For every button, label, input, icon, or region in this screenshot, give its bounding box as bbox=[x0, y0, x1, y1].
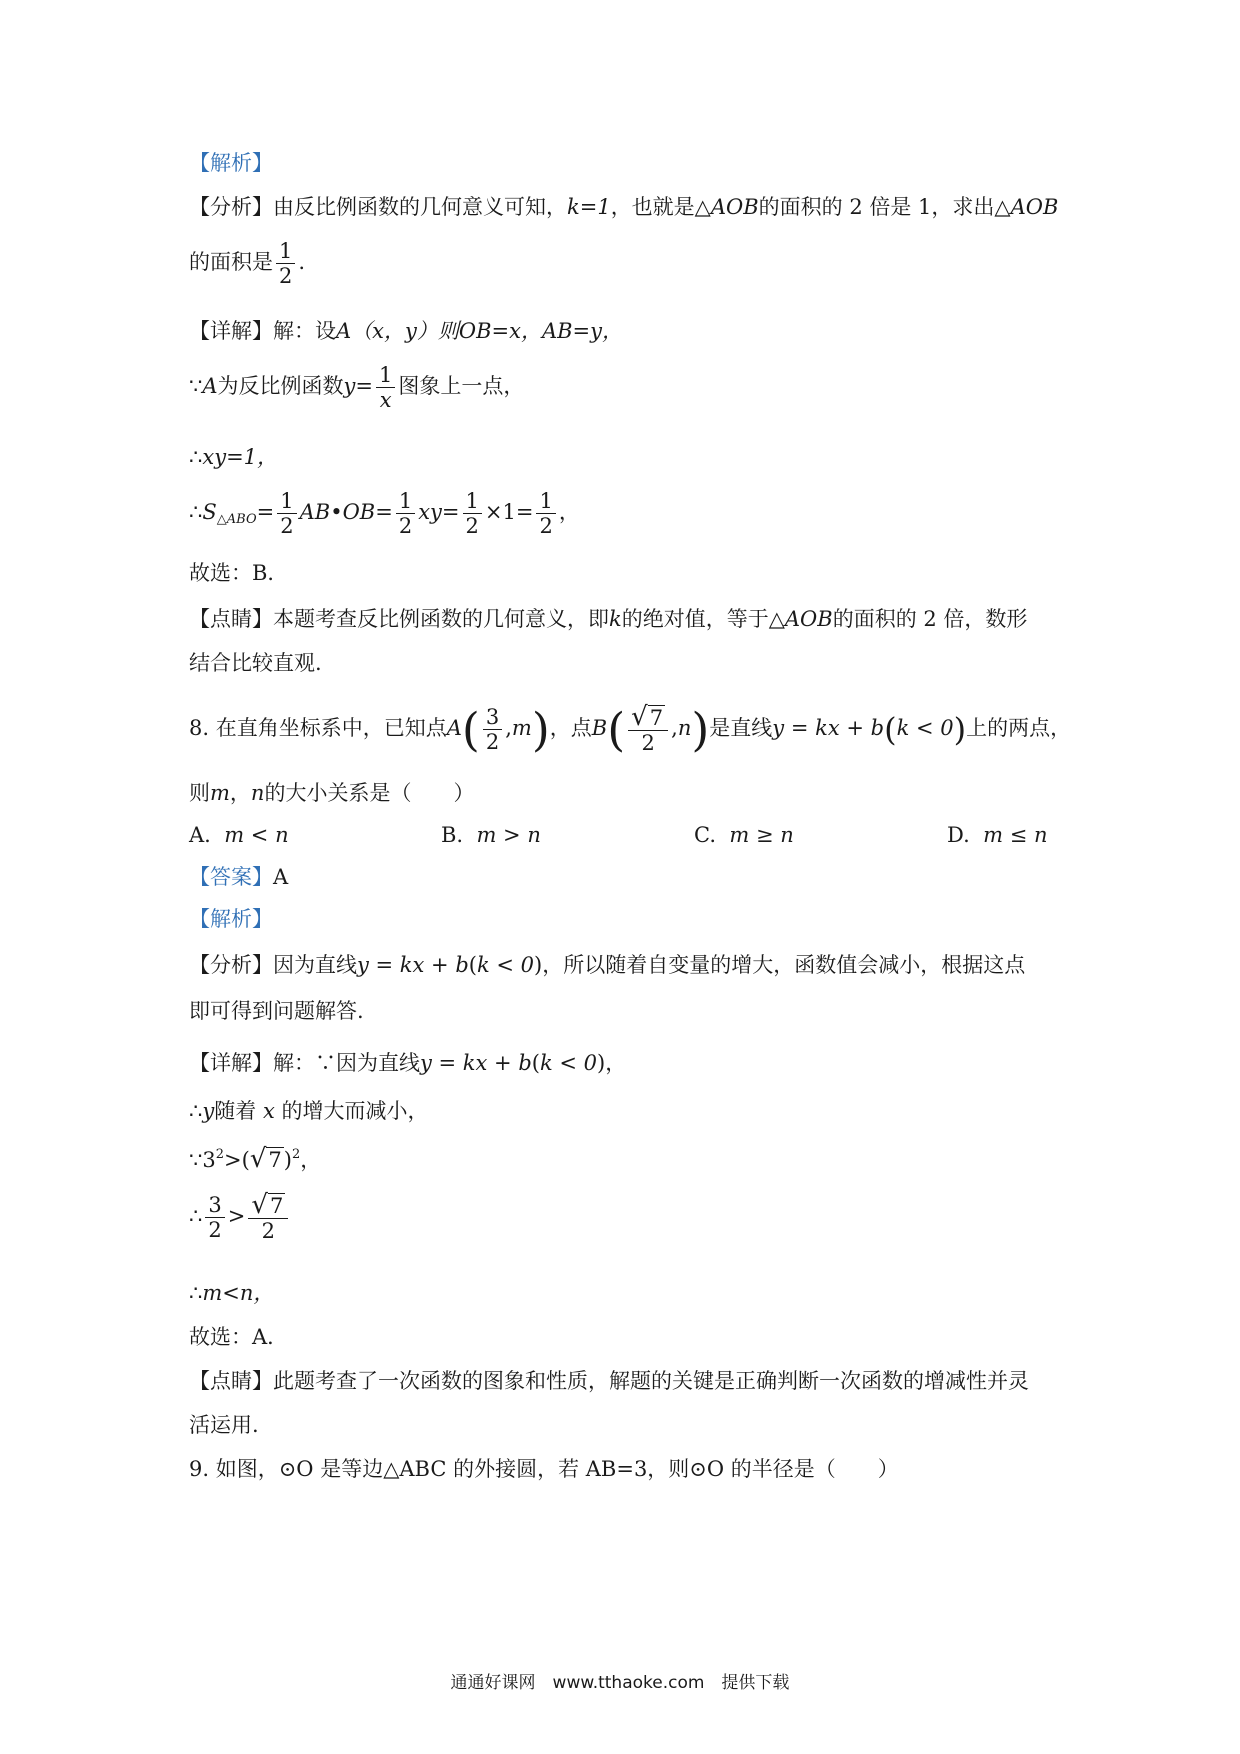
denominator: 2 bbox=[279, 264, 293, 288]
q8-stem-line-1: 8. 在直角坐标系中，已知点A( $\frac{3}{2}$ ,m)，点B( $\frac{√7}{2}$ ,n)是直线y = kx + b(k < 0)上的两点， bbox=[189, 701, 1072, 757]
q8-answer bbox=[189, 1322, 1060, 1352]
q8-detail-line-5 bbox=[189, 1278, 1060, 1308]
math-y: y= bbox=[343, 374, 374, 398]
q8-detail-line-3: $\because 3^2>(√7)^2$， bbox=[189, 1144, 322, 1174]
q7-answer bbox=[189, 558, 1060, 588]
denominator: 2 bbox=[465, 514, 479, 538]
text: 本题考查反比例函数的几何意义，即 bbox=[273, 607, 609, 631]
text: 9. 如图，⊙O 是等边△ABC 的外接圆，若 AB=3，则⊙O 的半径是（ ） bbox=[189, 1457, 899, 1481]
text: 解：∵因为直线 bbox=[273, 1051, 420, 1075]
q8-detail-line-2 bbox=[189, 1096, 1060, 1126]
denominator: 2 bbox=[641, 730, 655, 755]
option-text: m ≥ n bbox=[729, 823, 794, 847]
denominator: 2 bbox=[539, 514, 553, 538]
var-n: n bbox=[250, 781, 265, 805]
text: 的面积的 2 倍，数形 bbox=[832, 607, 1028, 631]
greater-than: > bbox=[227, 1204, 246, 1228]
sqrt: √7 bbox=[251, 1189, 284, 1220]
xiangjie-tag: 【详解】 bbox=[189, 319, 273, 343]
q8-comment-line-2 bbox=[189, 1410, 1060, 1440]
line-equation: y = kx + b bbox=[357, 953, 469, 977]
numerator: 1 bbox=[463, 489, 482, 514]
radicand: 7 bbox=[649, 705, 664, 730]
paren: ) bbox=[691, 702, 710, 757]
fraction-half bbox=[277, 489, 296, 538]
numerator: 1 bbox=[536, 489, 555, 514]
option-a[interactable] bbox=[189, 820, 289, 850]
q7-comment-line-1 bbox=[189, 604, 1060, 634]
text: ×1= bbox=[484, 500, 534, 524]
option-c[interactable] bbox=[694, 820, 794, 850]
math-k: k bbox=[609, 607, 622, 631]
q8-detail-line-4 bbox=[189, 1184, 1060, 1248]
paren: ( bbox=[884, 710, 897, 749]
option-label: D. bbox=[947, 823, 970, 847]
answer-value: A bbox=[273, 865, 289, 889]
sqrt: √7 bbox=[631, 701, 664, 732]
text: ， bbox=[558, 500, 580, 524]
option-label: A. bbox=[189, 823, 211, 847]
q7-analysis-line-1 bbox=[189, 192, 1060, 222]
option-label: B. bbox=[441, 823, 464, 847]
option-text: m ≤ n bbox=[983, 823, 1048, 847]
text: 8. 在直角坐标系中，已知点 bbox=[189, 716, 447, 740]
q7-analysis-line-2 bbox=[189, 236, 1060, 288]
q8-stem-line-2: 则m，n的大小关系是（ ） bbox=[189, 781, 475, 805]
text: 上的两点， bbox=[966, 716, 1072, 740]
therefore-symbol: ∴ bbox=[189, 1099, 203, 1123]
k-condition: k < 0 bbox=[539, 1051, 598, 1075]
option-text: m > n bbox=[476, 823, 541, 847]
text: 即可得到问题解答. bbox=[189, 999, 364, 1023]
math-set-a: A（x，y）则 bbox=[336, 319, 459, 343]
math-ob-ab: OB=x，AB=y， bbox=[458, 319, 624, 343]
fenxi-tag: 【分析】 bbox=[189, 953, 273, 977]
sqrt: √7 bbox=[249, 1144, 282, 1174]
math-s: S bbox=[202, 500, 217, 524]
math-k: k=1 bbox=[567, 195, 611, 219]
text: ，也就是△ bbox=[610, 195, 711, 219]
denominator: 2 bbox=[261, 1218, 276, 1243]
text: 因为直线 bbox=[273, 953, 357, 977]
denominator: 2 bbox=[485, 730, 500, 754]
therefore-symbol: ∴ bbox=[189, 1281, 203, 1305]
q8-analysis-line-1: 【分析】因为直线y = kx + b(k < 0)，所以随着自变量的增大，函数值会减小，根据这点 bbox=[189, 953, 1026, 977]
denominator: 2 bbox=[398, 514, 413, 538]
jiexi-tag: 【解析】 bbox=[189, 151, 273, 175]
text: 由反比例函数的几何意义可知， bbox=[273, 195, 567, 219]
subscript-abo: △ABO bbox=[216, 512, 257, 527]
fraction-half bbox=[396, 489, 415, 538]
k-condition: k < 0 bbox=[476, 953, 535, 977]
math-aob: AOB bbox=[1010, 195, 1059, 219]
text: 随着 bbox=[214, 1099, 257, 1123]
q8-answer-line bbox=[189, 862, 1060, 892]
math-aob: AOB bbox=[784, 607, 833, 631]
text: 的绝对值，等于△ bbox=[621, 607, 785, 631]
greater-than: > bbox=[224, 1148, 242, 1172]
text: 则 bbox=[189, 781, 210, 805]
equals: = bbox=[256, 500, 275, 524]
analysis-heading bbox=[189, 904, 1060, 934]
fraction-sqrt7-2 bbox=[248, 1189, 288, 1243]
fraction-3-2 bbox=[205, 1193, 224, 1242]
text: ，点 bbox=[549, 716, 592, 740]
fenxi-tag: 【分析】 bbox=[189, 195, 273, 219]
exponent: 2 bbox=[215, 1147, 225, 1162]
dianjing-tag: 【点睛】 bbox=[189, 1369, 273, 1393]
numerator: 3 bbox=[483, 705, 502, 730]
text: 结合比较直观. bbox=[189, 651, 322, 675]
because-symbol: ∵ bbox=[189, 1148, 203, 1172]
var-m: m bbox=[511, 716, 532, 740]
therefore-symbol: ∴ bbox=[189, 445, 203, 469]
answer-text: 故选：B． bbox=[189, 561, 289, 585]
therefore-symbol: ∴ bbox=[189, 1204, 203, 1228]
var-n: n bbox=[677, 716, 692, 740]
m-lt-n: m<n， bbox=[202, 1281, 275, 1305]
option-b[interactable] bbox=[441, 820, 541, 850]
numerator bbox=[248, 1189, 288, 1220]
text: 是直线 bbox=[709, 716, 773, 740]
footer bbox=[0, 1668, 1240, 1693]
point-a: A bbox=[446, 716, 462, 740]
numerator: 1 bbox=[376, 363, 395, 388]
text: 此题考查了一次函数的图象和性质，解题的关键是正确判断一次函数的增减性并灵 bbox=[273, 1369, 1029, 1393]
text: 为反比例函数 bbox=[217, 374, 344, 398]
var-m: m bbox=[210, 781, 230, 805]
math-aob: AOB bbox=[710, 195, 759, 219]
dianjing-tag: 【点睛】 bbox=[189, 607, 273, 631]
numerator: 1 bbox=[396, 489, 415, 514]
text: 的面积的 2 倍是 1，求出△ bbox=[758, 195, 1011, 219]
numerator bbox=[628, 701, 668, 732]
q7-detail-line-1 bbox=[189, 316, 1060, 346]
math-xy1: xy=1， bbox=[202, 445, 279, 469]
jiexi-tag: 【解析】 bbox=[189, 907, 273, 931]
numerator: 1 bbox=[276, 239, 295, 264]
exponent: 2 bbox=[292, 1147, 301, 1162]
line-equation: y = kx + b bbox=[772, 716, 885, 740]
math-a: A bbox=[202, 374, 218, 398]
var-y: y bbox=[202, 1099, 215, 1123]
k-condition: k < 0 bbox=[896, 716, 954, 740]
radicand: 7 bbox=[268, 1148, 282, 1172]
denominator: 2 bbox=[208, 1218, 222, 1242]
therefore-symbol: ∴ bbox=[189, 500, 203, 524]
numerator: 1 bbox=[277, 489, 296, 514]
denominator: 2 bbox=[280, 514, 294, 538]
q8-detail-line-1: 【详解】解：∵因为直线y = kx + b(k < 0)， bbox=[189, 1051, 627, 1075]
q7-comment-line-2 bbox=[189, 648, 1060, 678]
fraction-sqrt7-2 bbox=[628, 701, 668, 755]
paren: ( bbox=[607, 702, 626, 757]
text: . bbox=[298, 250, 306, 274]
text: 活运用. bbox=[189, 1413, 259, 1437]
fraction-half bbox=[463, 489, 482, 538]
fraction-3-2 bbox=[483, 705, 502, 754]
text: ，所以随着自变量的增大，函数值会减小，根据这点 bbox=[542, 953, 1026, 977]
numerator: 3 bbox=[205, 1193, 224, 1218]
xiangjie-tag: 【详解】 bbox=[189, 1051, 273, 1075]
q8-analysis-line-2 bbox=[189, 996, 1060, 1026]
option-d[interactable] bbox=[947, 820, 1048, 850]
line-equation: y = kx + b bbox=[420, 1051, 532, 1075]
q7-detail-line-2 bbox=[189, 360, 1060, 412]
math-xy: xy= bbox=[418, 500, 460, 524]
radicand: 7 bbox=[269, 1193, 284, 1218]
fraction-half bbox=[536, 489, 555, 538]
option-text: m < n bbox=[224, 823, 289, 847]
paren: ) bbox=[531, 702, 550, 757]
answer-text: 故选：A． bbox=[189, 1325, 289, 1349]
option-label: C. bbox=[694, 823, 716, 847]
daan-tag: 【答案】 bbox=[189, 865, 273, 889]
paren: ( bbox=[461, 702, 480, 757]
analysis-heading bbox=[189, 148, 1060, 178]
denominator: x bbox=[379, 388, 392, 412]
q7-detail-line-4 bbox=[189, 484, 1060, 548]
text: 图象上一点， bbox=[398, 374, 525, 398]
text: 的增大而减小， bbox=[281, 1099, 429, 1123]
base: 3 bbox=[202, 1148, 216, 1172]
math-ab-ob: AB•OB= bbox=[299, 500, 393, 524]
paren: ) bbox=[953, 710, 967, 749]
fraction-1-over-x bbox=[376, 363, 395, 412]
because-symbol: ∵ bbox=[189, 374, 203, 398]
text: 的大小关系是（ ） bbox=[264, 781, 475, 805]
q7-detail-line-3 bbox=[189, 442, 1060, 472]
text: 的面积是 bbox=[189, 250, 273, 274]
var-x: x bbox=[262, 1099, 275, 1123]
text: 解：设 bbox=[273, 319, 336, 343]
footer-text: 通通好课网 www.tthaoke.com 提供下载 bbox=[450, 1673, 790, 1693]
fraction-half bbox=[276, 239, 295, 288]
point-b: B bbox=[591, 716, 608, 740]
q9-stem bbox=[189, 1454, 1060, 1484]
q8-comment-line-1 bbox=[189, 1366, 1060, 1396]
